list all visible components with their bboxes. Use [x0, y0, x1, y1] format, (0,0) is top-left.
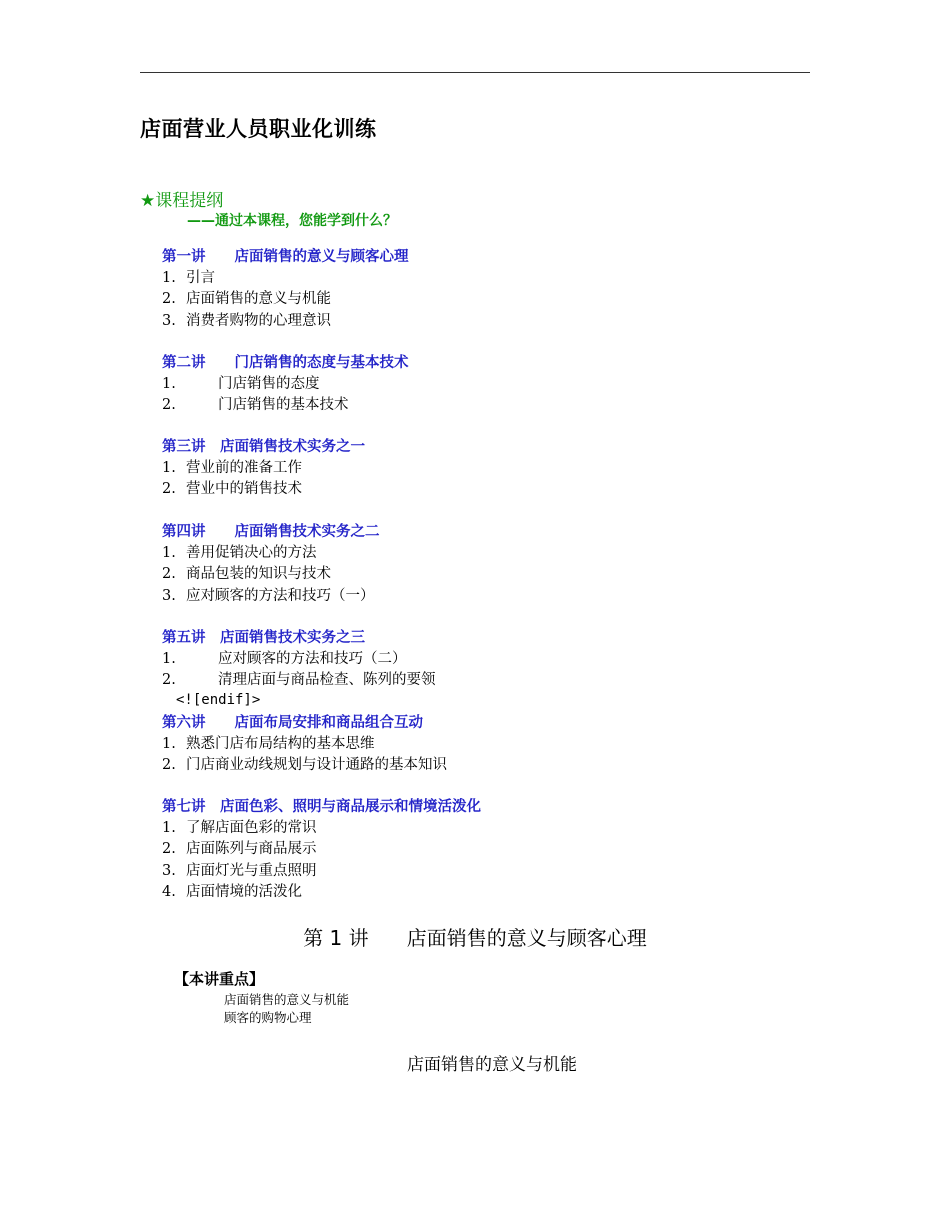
list-item: 1. 了解店面色彩的常识	[162, 820, 317, 836]
list-item: 2. 营业中的销售技术	[162, 481, 302, 498]
lecture-title: 第四讲 店面销售技术实务之二	[162, 524, 380, 540]
lecture-1	[162, 247, 802, 332]
lecture-title: 第一讲 店面销售的意义与顾客心理	[162, 249, 409, 265]
lecture-title: 第三讲 店面销售技术实务之一	[162, 439, 365, 455]
outline-heading: ★课程提纲	[140, 191, 224, 211]
list-item: 4. 店面情境的活泼化	[162, 883, 302, 900]
list-item: 1. 引言	[162, 270, 215, 286]
lecture-1-heading-text: 店面销售的意义与顾客心理	[406, 926, 647, 950]
list-item: 3. 消费者购物的心理意识	[162, 312, 331, 329]
lecture-title: 第七讲 店面色彩、照明与商品展示和情境活泼化	[162, 799, 481, 815]
focus-item: 顾客的购物心理	[224, 1010, 312, 1025]
top-rule	[140, 72, 810, 73]
lecture-3	[162, 437, 802, 501]
lecture-title: 第五讲 店面销售技术实务之三	[162, 630, 365, 646]
lecture-1-heading	[0, 922, 950, 951]
list-item: 2. 门店商业动线规划与设计通路的基本知识	[162, 757, 447, 774]
lecture-4	[162, 522, 802, 607]
lecture-1-heading-prefix: 第 1 讲	[303, 926, 369, 950]
outline-subheading: ——通过本课程，您能学到什么？	[187, 213, 397, 229]
endif-marker: <![endif]>	[176, 692, 261, 708]
list-item: 2. 店面销售的意义与机能	[162, 291, 331, 308]
list-item: 1. 门店销售的态度	[162, 376, 320, 392]
list-item: 1. 熟悉门店布局结构的基本思维	[162, 736, 375, 752]
lecture-5	[162, 628, 802, 692]
list-item: 2. 清理店面与商品检查、陈列的要领	[162, 672, 436, 689]
lecture-title: 第二讲 门店销售的态度与基本技术	[162, 355, 409, 371]
lecture-7	[162, 797, 802, 903]
focus-item: 店面销售的意义与机能	[224, 992, 350, 1007]
lecture-2	[162, 353, 802, 417]
list-item: 3. 店面灯光与重点照明	[162, 862, 317, 879]
list-item: 1. 应对顾客的方法和技巧（二）	[162, 651, 407, 667]
list-item: 2. 商品包装的知识与技术	[162, 566, 331, 583]
list-item: 2. 门店销售的基本技术	[162, 397, 349, 414]
document-title: 店面营业人员职业化训练	[140, 117, 377, 141]
list-item: 3. 应对顾客的方法和技巧（一）	[162, 587, 375, 604]
list-item: 1. 善用促销决心的方法	[162, 545, 317, 561]
focus-heading: 【本讲重点】	[174, 970, 265, 988]
list-item: 1. 营业前的准备工作	[162, 460, 302, 476]
lecture-title: 第六讲 店面布局安排和商品组合互动	[162, 715, 423, 731]
lecture-6	[162, 713, 802, 777]
section-title: 店面销售的意义与机能	[407, 1055, 577, 1075]
list-item: 2. 店面陈列与商品展示	[162, 841, 317, 858]
